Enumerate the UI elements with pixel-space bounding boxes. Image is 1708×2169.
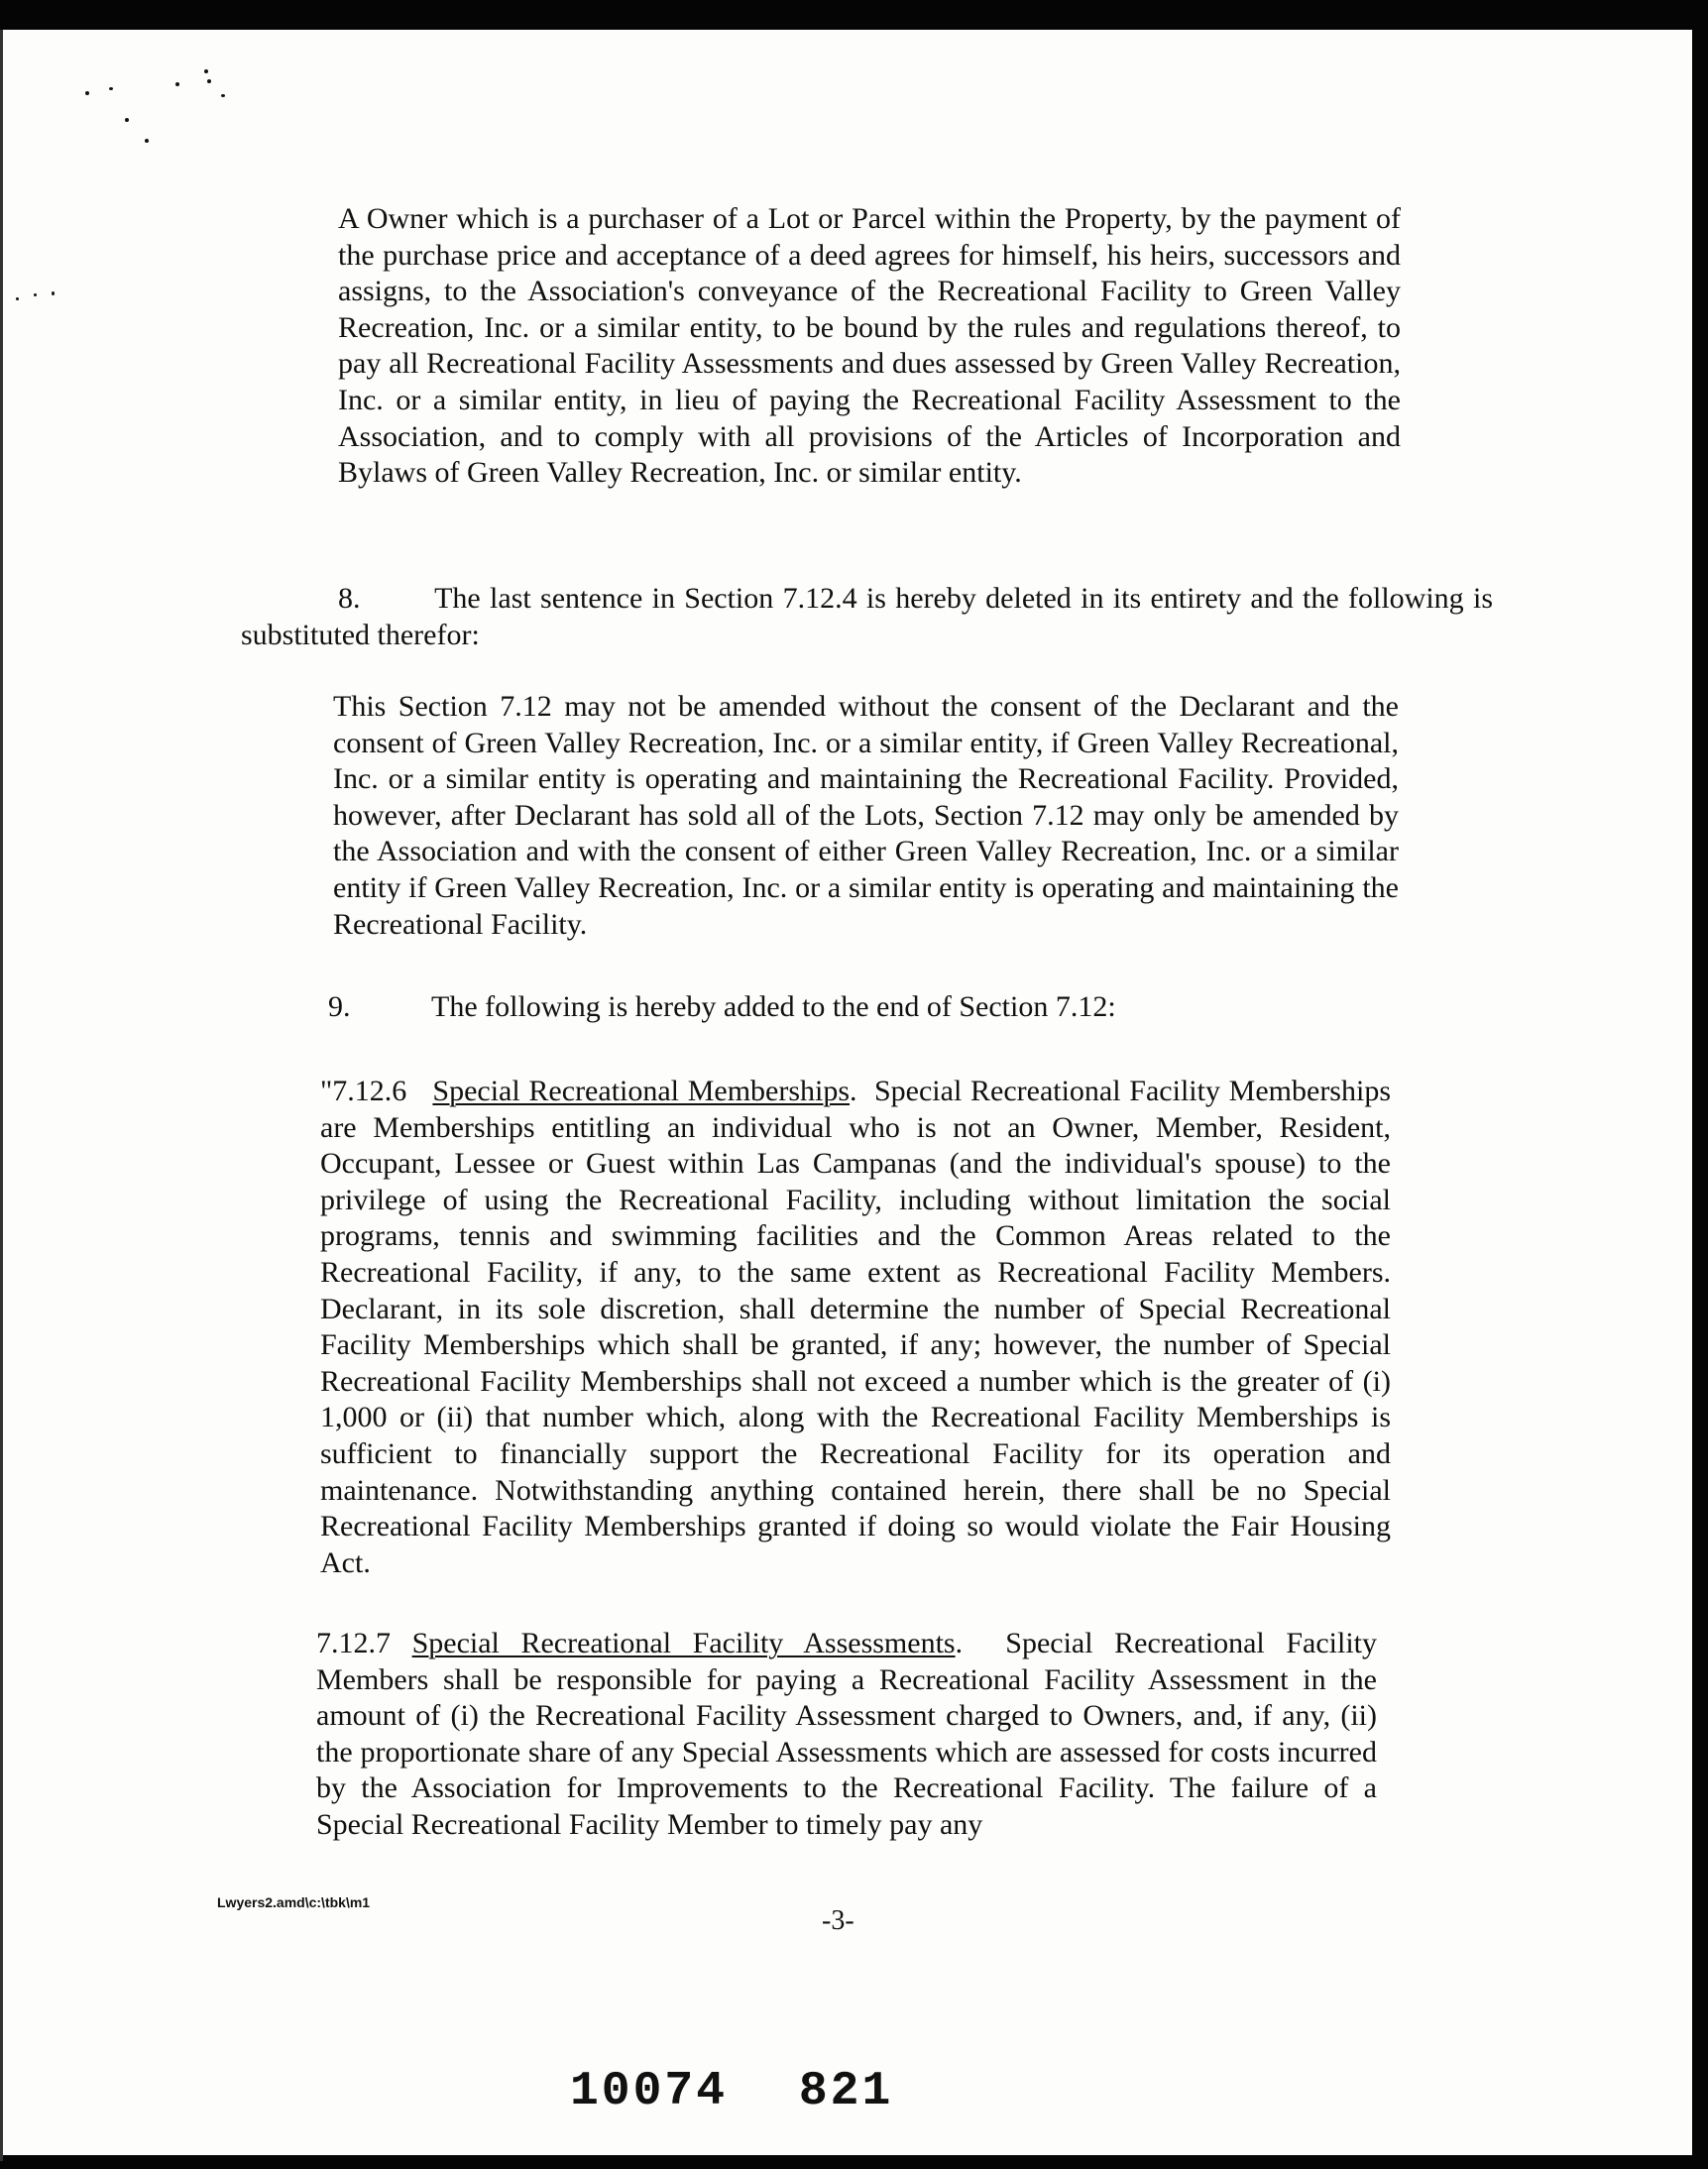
scan-speck <box>221 94 225 97</box>
scan-speck <box>34 293 37 296</box>
scan-speck <box>145 139 149 143</box>
scan-speck <box>52 291 55 295</box>
item-9-text: The following is hereby added to the end of Section 7.12: <box>431 990 1116 1023</box>
item-9-number: 9. <box>328 990 351 1023</box>
document-stamp-number <box>570 2065 893 2118</box>
section-7-12-6: "7.12.6 Special Recreational Memberships. Special Recreational Facility Memberships are Memberships entitling an individual who is not an Owner, Member, Resident, Occupant, Lessee or Guest within Las Campanas (and the individual's spouse) to the privilege of using the Recreational Facility, including without limitation the social programs, tennis and swimming facilities and the Common Areas related to the Recreational Facility, if any, to the same extent as Recreational Facility Members. Declarant, in its sole discretion, shall determine the number of Special Recreational Facility Memberships which shall be granted, if any; however, the number of Special Recreational Facility Memberships shall not exceed a number which is the greater of (i) 1,000 or (ii) that number which, along with the Recreational Facility Memberships is sufficient to financially support the Recreational Facility for its operation and maintenance. Notwithstanding anything contained herein, there shall be no Special Recreational Facility Memberships granted if doing so would violate the Fair Housing Act. <box>320 1075 1391 1579</box>
scan-speck <box>204 69 208 73</box>
stamp-left-number: 10074 <box>570 2065 729 2118</box>
scan-speck <box>109 87 113 90</box>
scan-speck <box>207 79 211 83</box>
file-path-footer: Lwyers2.amd\c:\tbk\m1 <box>217 1894 371 1910</box>
item-9-paragraph <box>328 989 1399 1026</box>
section-7-12-6-heading: Special Recreational Memberships <box>432 1075 851 1107</box>
item-8-paragraph <box>241 581 1493 653</box>
scan-border-right <box>1692 0 1708 2169</box>
section-7-12-6-body: Special Recreational Facility Memberships are Memberships entitling an individual who is not an Owner, Member, Resident, Occupant, Lessee or Guest within Las Campanas (and the individual's spouse) to the privilege of using the Recreational Facility, including without limitation the social programs, tennis and swimming facilities and the Common Areas related to the Recreational Facility, if any, to the same extent as Recreational Facility Members. Declarant, in its sole discretion, shall determine the number of Special Recreational Facility Memberships which shall be granted, if any; however, the number of Special Recreational Facility Memberships shall not exceed a number which is the greater of (i) 1,000 or (ii) that number which, along with the Recreational Facility Memberships is sufficient to financially support the Recreational Facility for its operation and maintenance. Notwithstanding anything contained herein, there shall be no Special Recreational Facility Memberships granted if doing so would violate the Fair Housing Act. <box>320 1075 1391 1579</box>
stamp-right-number: 821 <box>798 2065 894 2118</box>
scan-speck <box>125 118 129 122</box>
intro-paragraph: A Owner which is a purchaser of a Lot or Parcel within the Property, by the payment of the purchase price and acceptance of a deed agrees for himself, his heirs, successors and assigns, to the Association's conveyance of the Recreational Facility to Green Valley Recreation, Inc. or a similar entity, to be bound by the rules and regulations thereof, to pay all Recreational Facility Assessments and dues assessed by Green Valley Recreation, Inc. or a similar entity, in lieu of paying the Recreational Facility Assessment to the Association, and to comply with all provisions of the Articles of Incorporation and Bylaws of Green Valley Recreation, Inc. or similar entity. <box>338 202 1401 490</box>
substitute-paragraph: This Section 7.12 may not be amended without the consent of the Declarant and the consent of Green Valley Recreation, Inc. or a similar entity, if Green Valley Recreational, Inc. or a similar entity is operating and maintaining the Recreational Facility. Provided, however, after Declarant has sold all of the Lots, Section 7.12 may only be amended by the Association and with the consent of either Green Valley Recreation, Inc. or a similar entity if Green Valley Recreation, Inc. or a similar entity is operating and maintaining the Recreational Facility. <box>333 690 1399 941</box>
section-7-12-7-heading: Special Recreational Facility Assessments <box>411 1627 956 1659</box>
scan-border-bottom <box>0 2155 1708 2169</box>
section-7-12-7-body: Special Recreational Facility Members shall be responsible for paying a Recreational Facility Assessment in the amount of (i) the Recreational Facility Assessment charged to Owners, and, if any, (ii) the proportionate share of any Special Assessments which are assessed for costs incurred by the Association for Improvements to the Recreational Facility. The failure of a Special Recreational Facility Member to timely pay any <box>316 1627 1377 1841</box>
section-7-12-6-number: "7.12.6 <box>320 1075 407 1107</box>
page-number: -3- <box>822 1905 854 1936</box>
scan-speck <box>85 91 89 95</box>
item-8-number: 8. <box>338 582 361 615</box>
scan-border-top <box>0 0 1708 30</box>
scan-speck <box>16 297 19 300</box>
scan-border-left <box>0 30 3 2161</box>
scan-speck <box>175 82 179 86</box>
item-8-text: The last sentence in Section 7.12.4 is hereby deleted in its entirety and the following is substituted therefor: <box>241 582 1493 651</box>
section-7-12-7-number: 7.12.7 <box>316 1627 391 1659</box>
section-7-12-7: 7.12.7 Special Recreational Facility Assessments. Special Recreational Facility Members shall be responsible for paying a Recreational Facility Assessment in the amount of (i) the Recreational Facility Assessment charged to Owners, and, if any, (ii) the proportionate share of any Special Assessments which are assessed for costs incurred by the Association for Improvements to the Recreational Facility. The failure of a Special Recreational Facility Member to timely pay any <box>316 1627 1377 1841</box>
